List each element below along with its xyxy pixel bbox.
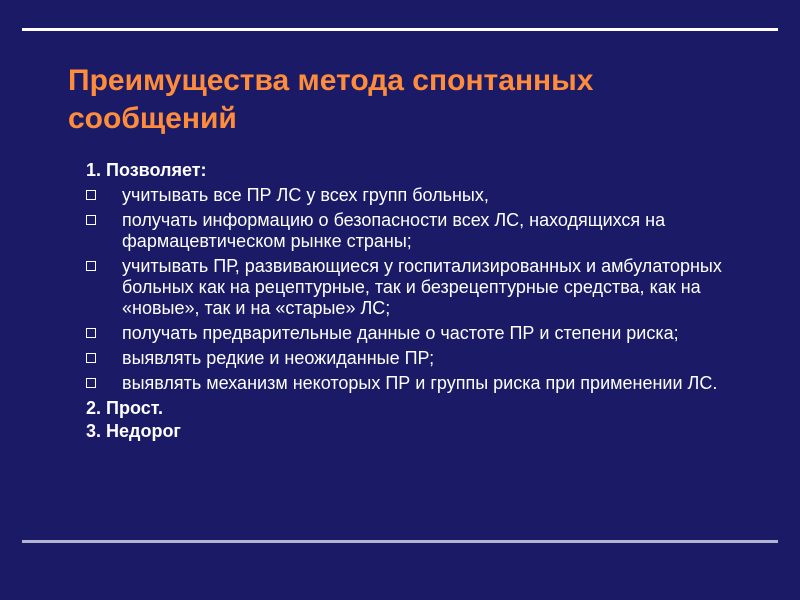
list-item-text: получать информацию о безопасности всех ЛС, находящихся на фармацевтическом рынке страны; — [122, 210, 666, 251]
bottom-divider — [22, 540, 778, 543]
point-two: 2. Прост. — [86, 398, 163, 418]
list-item-text: учитывать все ПР ЛС у всех групп больных, — [122, 185, 489, 205]
hollow-square-icon — [86, 215, 96, 225]
list-item-text: получать предварительные данные о частоте ПР и степени риска; — [122, 323, 679, 343]
list-item — [86, 210, 746, 252]
top-divider — [22, 28, 778, 31]
point-three: 3. Недорог — [86, 421, 181, 441]
hollow-square-icon — [86, 353, 96, 363]
intro-heading: 1. Позволяет: — [86, 160, 207, 180]
list-item — [86, 256, 746, 319]
list-item-text: учитывать ПР, развивающиеся у госпитализированных и амбулаторных больных как на рецептурные, так и безрецептурные средства, как на «новые», так и на «старые» ЛС; — [122, 256, 722, 318]
hollow-square-icon — [86, 190, 96, 200]
list-item — [86, 373, 746, 394]
bullet-list — [86, 185, 746, 394]
list-item — [86, 185, 746, 206]
slide-content — [86, 160, 746, 442]
hollow-square-icon — [86, 261, 96, 271]
list-item — [86, 323, 746, 344]
hollow-square-icon — [86, 328, 96, 338]
list-item — [86, 348, 746, 369]
slide-title: Преимущества метода спонтанных сообщений — [68, 64, 594, 135]
hollow-square-icon — [86, 378, 96, 388]
list-item-text: выявлять механизм некоторых ПР и группы риска при применении ЛС. — [122, 373, 718, 393]
list-item-text: выявлять редкие и неожиданные ПР; — [122, 348, 435, 368]
